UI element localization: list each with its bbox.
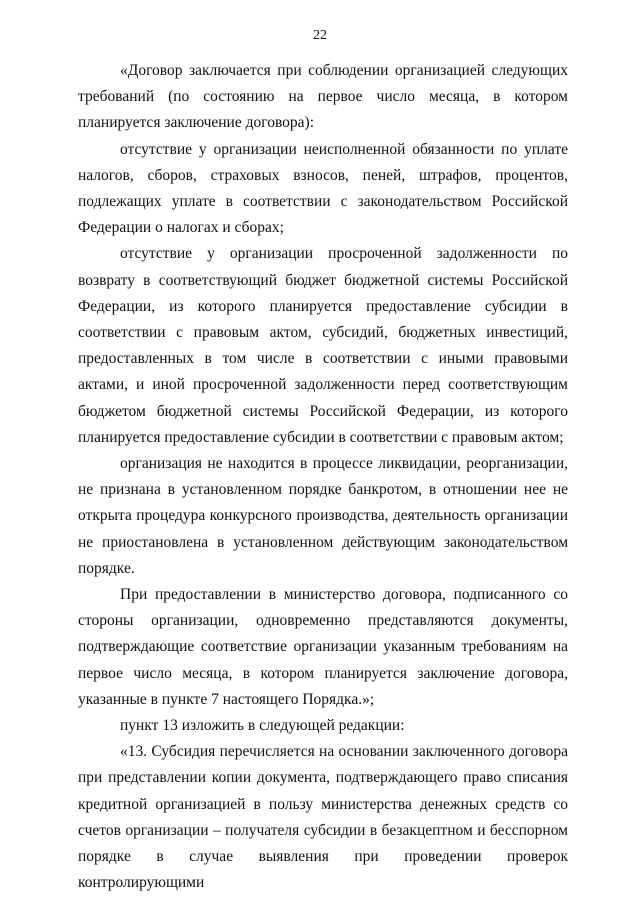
paragraph-documents-submission: При предоставлении в министерство договора, подписанного со стороны организации, одновременно представляются документы, подтверждающие соответствие организации указанным требованиям на первое число месяца, в котором планируется заключение договора, указанные в пункте 7 настоящего Порядка.»; bbox=[78, 586, 568, 708]
page-number: 22 bbox=[313, 28, 327, 43]
paragraph-contract-requirements: «Договор заключается при соблюдении организацией следующих требований (по состоянию на первое число месяца, в котором планируется заключение договора): bbox=[78, 62, 568, 132]
paragraph-no-tax-debt: отсутствие у организации неисполненной обязанности по уплате налогов, сборов, страховых взносов, пеней, штрафов, процентов, подлежащих уплате в соответствии с законодательством Российской Федерации о налогах и сборах; bbox=[78, 140, 568, 237]
paragraph-item-13-text: «13. Субсидия перечисляется на основании заключенного договора при представлении копии документа, подтверждающего право списания кредитной организацией в пользу министерства денежных средств со счетов организации – получателя субсидии в безакцептном и бесспорном порядке в случае выявления при проведении проверок контролирующими bbox=[78, 743, 568, 892]
paragraph-not-liquidated: организация не находится в процессе ликвидации, реорганизации, не признана в установленном порядке банкротом, в отношении нее не открыта процедура конкурсного производства, деятельность организации не приостановлена в установленном действующим законодательством порядке. bbox=[78, 455, 568, 577]
paragraph-item-13-instruction: пункт 13 изложить в следующей редакции: bbox=[120, 717, 405, 735]
paragraph-no-overdue-debt: отсутствие у организации просроченной задолженности по возврату в соответствующий бюджет бюджетной системы Российской Федерации, из которого планируется предоставление субсидии в соответствии с правовым актом, субсидий, бюджетных инвестиций, предоставленных в том числе в соответствии с иными правовыми актами, и иной просроченной задолженности перед соответствующим бюджетом бюджетной системы Российской Федерации, из которого планируется предоставление субсидии в соответствии с правовым актом; bbox=[78, 245, 568, 446]
document-body bbox=[78, 58, 568, 897]
